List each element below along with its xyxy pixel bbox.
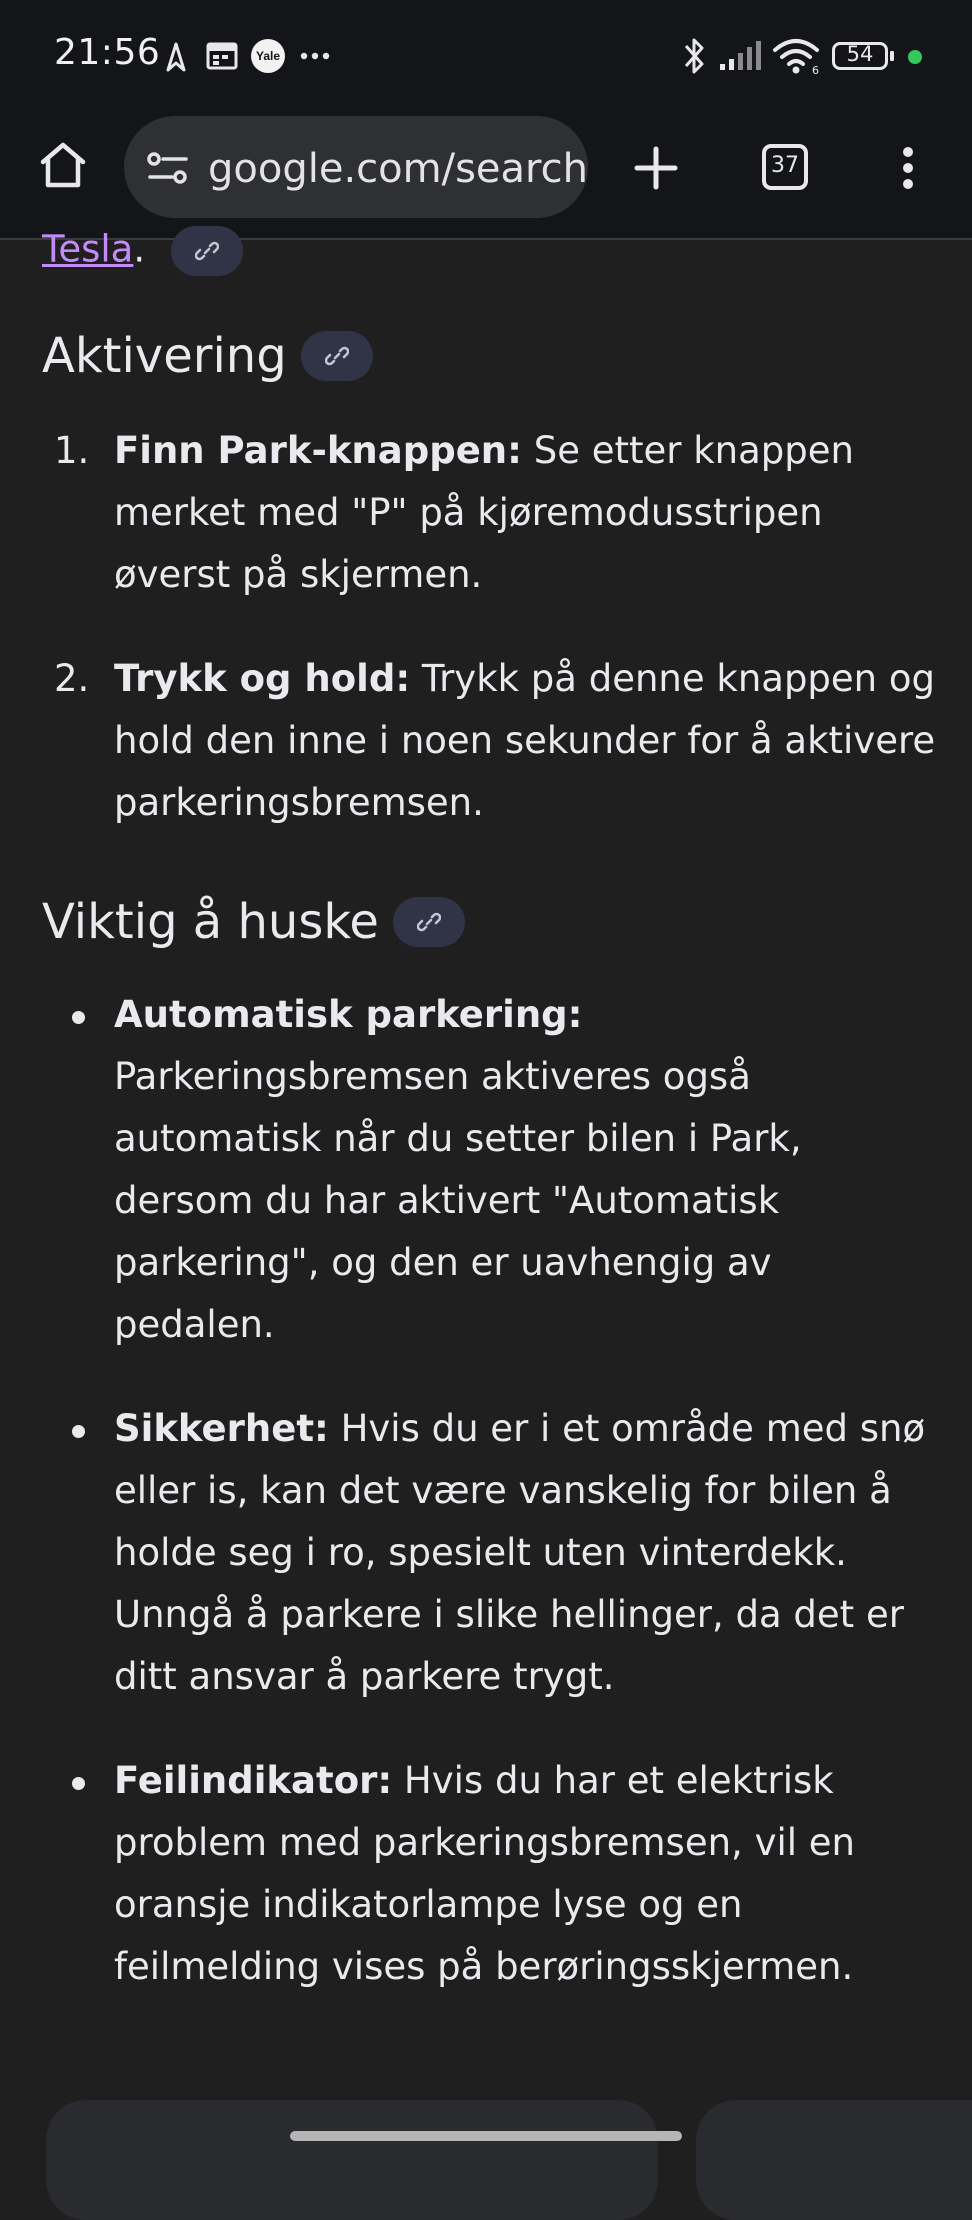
section-title-text: Aktivering — [42, 328, 287, 384]
wifi-icon — [772, 36, 822, 76]
copy-link-chip[interactable] — [171, 226, 243, 276]
address-bar[interactable] — [124, 116, 588, 218]
activation-steps-list — [0, 420, 972, 834]
yale-app-icon — [250, 38, 286, 74]
battery-level: 54 — [846, 42, 874, 66]
status-time: 21:56 — [54, 32, 161, 73]
status-bar — [0, 0, 972, 112]
bluetooth-icon — [682, 36, 706, 76]
item-text: Se etter knappen merket med "P" på kjøremodusstripen øverst på skjermen. — [114, 429, 854, 596]
list-item — [0, 1750, 972, 1998]
privacy-indicator-dot — [908, 50, 922, 64]
item-heading: Trykk og hold: — [114, 657, 411, 700]
new-tab-icon[interactable] — [634, 146, 678, 190]
browser-toolbar — [0, 112, 972, 240]
list-item — [0, 1398, 972, 1708]
copy-link-chip[interactable] — [301, 331, 373, 381]
item-heading: Automatisk parkering: — [114, 993, 583, 1036]
battery-icon — [832, 42, 888, 70]
related-card[interactable] — [46, 2100, 658, 2220]
tab-count: 37 — [771, 153, 799, 178]
menu-icon[interactable] — [900, 146, 916, 190]
list-item — [0, 984, 972, 1356]
copy-link-chip[interactable] — [393, 897, 465, 947]
signal-icon — [718, 40, 762, 72]
item-heading: Finn Park-knappen: — [114, 429, 522, 472]
svg-text:Yale: Yale — [255, 49, 281, 63]
site-settings-icon[interactable] — [146, 150, 190, 186]
url-text[interactable]: google.com/search — [208, 146, 588, 192]
svg-text:6: 6 — [812, 64, 819, 76]
more-dots-icon — [300, 52, 330, 60]
related-card[interactable] — [696, 2100, 972, 2220]
tab-switcher-icon[interactable] — [762, 144, 808, 190]
item-text: Hvis du har et elektrisk problem med parkeringsbremsen, vil en oransje indikatorlampe lyse og en feilmelding vises på berøringsskjermen. — [114, 1759, 855, 1988]
section-title-text: Viktig å huske — [42, 894, 379, 950]
calendar-icon — [206, 42, 238, 70]
list-item — [0, 648, 972, 834]
link-icon — [325, 344, 349, 368]
home-icon[interactable] — [38, 140, 88, 190]
bullet — [72, 1425, 85, 1438]
link-icon — [417, 910, 441, 934]
navigation-arrow-icon — [164, 42, 188, 72]
item-heading: Sikkerhet: — [114, 1407, 329, 1450]
section-title-viktig — [42, 894, 465, 950]
item-text: Trykk på denne knappen og hold den inne i noen sekunder for å aktivere parkeringsbremsen. — [114, 657, 936, 824]
important-notes-list — [0, 984, 972, 1998]
battery-tip — [890, 51, 894, 61]
item-text: Parkeringsbremsen aktiveres også automatisk når du setter bilen i Park, dersom du har aktivert "Automatisk parkering", og den er uavhengig av pedalen. — [114, 1055, 802, 1346]
list-number: 2. — [54, 657, 90, 700]
section-title-aktivering — [42, 328, 373, 384]
list-number: 1. — [54, 429, 90, 472]
top-link-suffix: . — [133, 227, 146, 271]
link-icon — [195, 239, 219, 263]
bullet — [72, 1777, 85, 1790]
home-gesture-bar[interactable] — [290, 2131, 682, 2141]
item-heading: Feilindikator: — [114, 1759, 393, 1802]
bullet — [72, 1011, 85, 1024]
search-result-content — [0, 227, 972, 2160]
item-text: Hvis du er i et område med snø eller is, kan det være vanskelig for bilen å holde seg i ro, spesielt uten vinterdekk. Unngå å parkere i slike hellinger, da det er ditt ansvar å parkere trygt. — [114, 1407, 926, 1698]
top-link-row — [42, 226, 243, 276]
tesla-link[interactable]: Tesla — [42, 227, 134, 271]
list-item — [0, 420, 972, 606]
